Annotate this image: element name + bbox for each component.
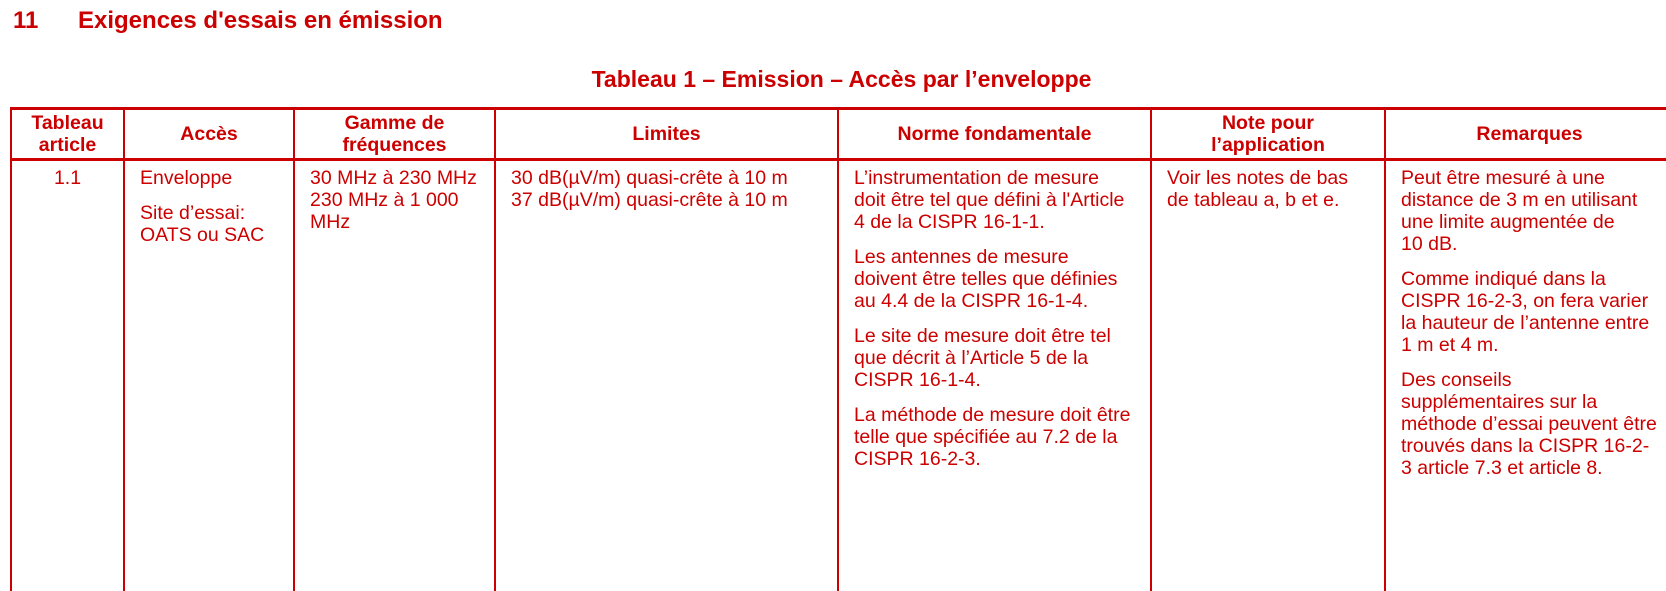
cell-paragraph: 1.1 (53, 167, 82, 189)
cell-line: 30 MHz à 230 MHz (310, 167, 477, 189)
header-cell-gamme-frequences: Gamme de fréquences (293, 110, 494, 161)
cell-paragraph: Des conseils supplémentaires sur la méthode d’essai peuvent être trouvés dans la CISPR 16-2-3 article 7.3 et article 8. (1401, 369, 1657, 479)
section-title: Exigences d'essais en émission (78, 7, 443, 34)
cell-tableau-article (10, 161, 123, 591)
cell-line: 30 dB(µV/m) quasi-crête à 10 m (511, 167, 788, 189)
section-number: 11 (13, 7, 39, 34)
cell-paragraph: Voir les notes de bas de tableau a, b et e. (1167, 167, 1349, 211)
header-cell-tableau-article: Tableau article (10, 110, 123, 161)
cell-paragraph: Les antennes de mesure doivent être telles que définies au 4.4 de la CISPR 16-1-4. (854, 246, 1118, 312)
cell-paragraph: La méthode de mesure doit être telle que spécifiée au 7.2 de la CISPR 16-2-3. (854, 404, 1131, 470)
emission-table (10, 107, 1666, 591)
header-cell-acces: Accès (123, 110, 293, 161)
cell-limites (494, 161, 837, 591)
header-cell-norme-fondamentale: Norme fondamentale (837, 110, 1150, 161)
cell-acces (123, 161, 293, 591)
table-caption: Tableau 1 – Emission – Accès par l’enveloppe (591, 66, 1092, 92)
cell-paragraph: Peut être mesuré à une distance de 3 m en utilisant une limite augmentée de 10 dB. (1401, 167, 1638, 255)
cell-remarques (1384, 161, 1666, 591)
cell-norme-fondamentale (837, 161, 1150, 591)
cell-paragraph: Le site de mesure doit être tel que décrit à l’Article 5 de la CISPR 16-1-4. (854, 325, 1111, 391)
cell-paragraph: Site d’essai: OATS ou SAC (140, 202, 265, 246)
cell-line: 230 MHz à 1 000 MHz (310, 189, 459, 233)
header-cell-remarques: Remarques (1384, 110, 1666, 161)
table-row (10, 161, 1666, 591)
cell-note-application (1150, 161, 1384, 591)
cell-line: 37 dB(µV/m) quasi-crête à 10 m (511, 189, 788, 211)
section-heading (13, 7, 443, 35)
cell-gamme-frequences (293, 161, 494, 591)
cell-paragraph: Enveloppe (140, 167, 233, 189)
cell-paragraph: L’instrumentation de mesure doit être tel que défini à l'Article 4 de la CISPR 16-1-1. (854, 167, 1125, 233)
table-header-row (10, 110, 1666, 161)
header-cell-limites: Limites (494, 110, 837, 161)
header-cell-note-application: Note pour l’application (1150, 110, 1384, 161)
cell-paragraph: Comme indiqué dans la CISPR 16-2-3, on fera varier la hauteur de l’antenne entre 1 m et 4 m. (1401, 268, 1650, 356)
